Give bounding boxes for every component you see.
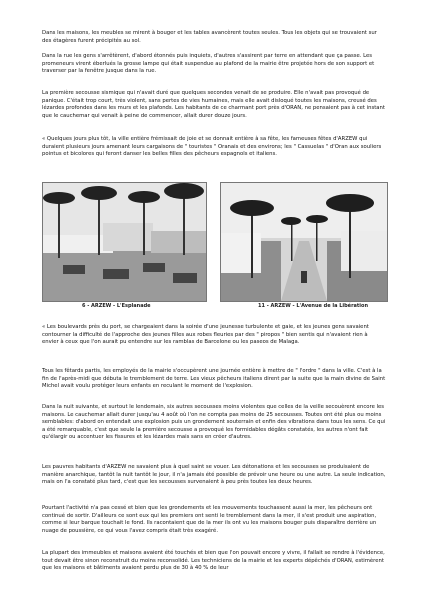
esplanade-photo-image: [43, 183, 206, 301]
avenue-photo-image: [221, 183, 387, 301]
caption-esplanade: 6 - ARZEW - L'Esplanade: [82, 303, 151, 309]
paragraph-4: « Quelques jours plus tôt, la ville entière frémissait de joie et se donnait entière à sa fête, les fameuses fêtes d'ARZEW qui duraient plusieurs jours amenant leurs cargaisons de " touristes " Oranais et des environs; les " Cassuelas " d'Oran aux souliers pointus et bicolores qui feront danser les belles filles des pêcheurs espagnols et italiens.: [42, 136, 382, 158]
paragraph-7: Dans la nuit suivante, et surtout le lendemain, six autres secousses moins violentes que celles de la veille secouèrent encore les maisons. Le cauchemar allait durer jusqu'au 4 août où l'on ne compta pas moins de 25 secousses. Toutes ont été plus ou moins semblables: d'abord on entendait une explosion puis un grondement souterrain et enfin des vibrations dans tous les sens. Ce qui a été remarquable, c'est que seule la première secousse a provoqué les formidables dégâts constatés, les autres n'ont fait qu'élargir ou accentuer les fissures et les lézardes mais sans en créer d'autres.: [42, 404, 386, 441]
paragraph-8: Les pauvres habitants d'ARZEW ne savaient plus à quel saint se vouer. Les détonations et les secousses se produisaient de manière anarchique, tantôt la nuit tantôt le jour, il n'a jamais été possible de prévoir une heure ou une autre. La seule indication, mais on l'a constaté plus tard, c'est que les secousses survenaient à peu près toutes les deux heures.: [42, 464, 386, 486]
paragraph-1: Dans les maisons, les meubles se mirent à bouger et les tables avancèrent toutes seules. Tous les objets qui se trouvaient sur des étagères furent précipités au sol.: [42, 30, 377, 44]
paragraph-5: « Les boulevards près du port, se chargeaient dans la soirée d'une jeunesse turbulente et gaie, et les jeunes gens savaient contourner la difficulté de l'approche des jeunes filles aux robes fleuries par des " piropos " bien sentis qui n'avaient rien à envier à ceux que l'on aurait pu entendre sur les ramblas de Barcelone ou les paseos de Malaga.: [42, 324, 369, 346]
caption-avenue: 11 - ARZEW - L'Avenue de la Libération: [258, 303, 369, 309]
paragraph-6: Tous les fêtards partis, les employés de la mairie s'occupèrent une journée entière à mettre de " l'ordre " dans la ville. C'est à la fin de l'après-midi que débuta le tremblement de terre. Les vieux pêcheurs italiens dirent par la suite que la main divine de Saint Michel avait voulu protéger leurs enfants en reculant le moment de l'explosion.: [42, 368, 386, 390]
paragraph-2: Dans la rue les gens s'arrêtèrent, d'abord étonnés puis inquiets, d'autres s'assirent par terre en attendant que ça passe. Les promeneurs virent éberlués la grosse lampe qui était suspendue au plafond de la mairie être projetée hors de son support et traverser par la fenêtre jusque dans la rue.: [42, 53, 375, 75]
paragraph-10: La plupart des immeubles et maisons avaient été touchés et bien que l'on pouvait encore y vivre, il fallait se rendre à l'évidence, tout devait être sinon reconstruit du moins reconsolidé. Les techniciens de la mairie et les experts dépêchés d'ORAN, estimèrent que les maisons et bâtiments avaient perdu plus de 30 à 40 % de leur: [42, 550, 385, 572]
paragraph-3: La première secousse sismique qui n'avait duré que quelques secondes venait de se produire. Elle n'avait pas provoqué de panique. C'était trop court, très violent, sans pertes de vies humaines, mais elle avait disloqué toutes les maisons, creusé des lézardes profondes dans les murs et les plafonds. Les habitants de ce charmant port près d'ORAN, ne pensaient pas à cet instant que le cauchemar qui venait à peine de commencer, allait durer douze jours.: [42, 90, 385, 119]
photo-avenue: [220, 182, 388, 302]
paragraph-9: Pourtant l'activité n'a pas cessé et bien que les grondements et les mouvements touchassent aussi la mer, les pêcheurs ont continué de sortir. D'ailleurs ce sont eux qui les premiers ont senti le tremblement dans la mer, il s'est produit une aspiration, comme si leur barque touchait le fond. Ils racontaient que de la mer ils ont vu les maisons bouger puis disparaître derrière un nuage de poussière, ce qui vous l'avez compris était très exagéré.: [42, 505, 377, 534]
photo-esplanade: [42, 182, 207, 302]
